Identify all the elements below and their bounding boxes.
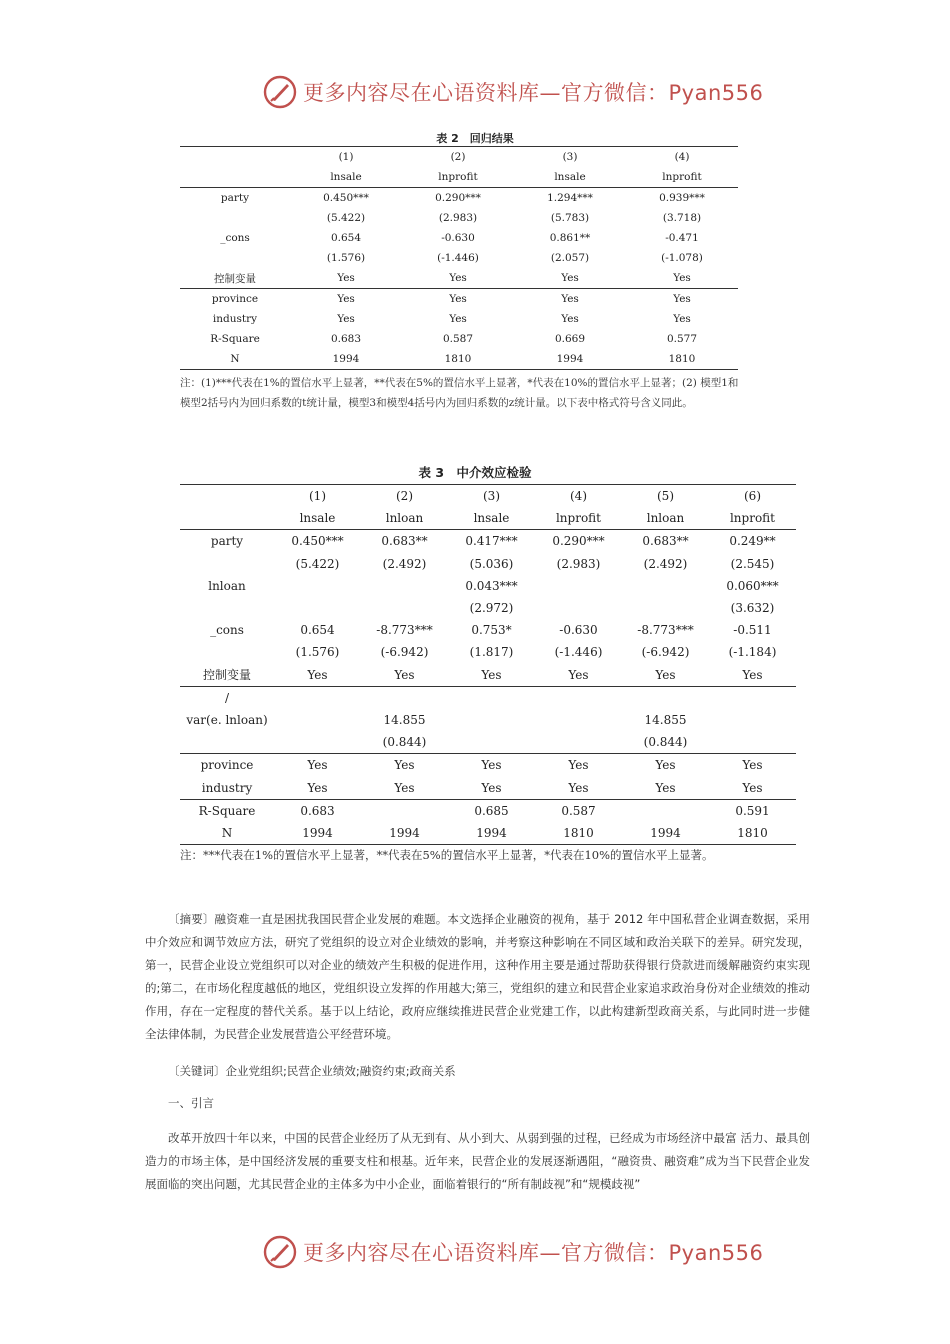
- watermark-banner-bottom: [263, 1232, 764, 1272]
- table2-note: 注：(1)***代表在1%的置信水平上显著，**代表在5%的置信水平上显著，*代表在10%的置信水平上显著；(2) 模型1和模型2括号内为回归系数的t统计量，模型3和模型4括号内为回归系数的z统计量。以下表中格式符号含义同此。: [180, 377, 739, 409]
- table3-note: 注：***代表在1%的置信水平上显著，**代表在5%的置信水平上显著，*代表在10%的置信水平上显著。: [180, 848, 714, 862]
- table3-caption: 表 3 中介效应检验: [418, 465, 532, 480]
- table-row: (1.576) (-6.942) (1.817) (-1.446) (-6.942) (-1.184): [295, 645, 777, 660]
- table-row: R-Square 0.683 0.685 0.587 0.591: [198, 803, 770, 818]
- table-row: lnloan 0.043*** 0.060***: [208, 578, 779, 593]
- table2-caption: 表 2 回归结果: [436, 132, 514, 145]
- table-row: province Yes Yes Yes Yes Yes Yes: [200, 758, 763, 773]
- table2-regression-results: [180, 146, 738, 370]
- table-row: R-Square 0.683 0.587 0.669 0.577: [210, 333, 698, 345]
- table-row: industry Yes Yes Yes Yes Yes Yes: [180, 776, 796, 799]
- table-row: /: [224, 690, 230, 705]
- table-row: (2.972) (3.632): [469, 601, 775, 616]
- watermark-banner-top: [263, 72, 764, 112]
- table-header-row: (1) (2) (3) (4): [180, 147, 738, 168]
- table-depvar-row: lnsale lnloan lnsale lnprofit lnloan lnprofit: [180, 507, 796, 530]
- table-row: 控制变量 Yes Yes Yes Yes Yes Yes: [180, 664, 796, 687]
- table-row: (5.422) (2.492) (5.036) (2.983) (2.492) (2.545): [295, 556, 775, 571]
- table3-mediation-test: [180, 484, 796, 845]
- table-row: party 0.450*** 0.290*** 1.294*** 0.939***: [220, 192, 705, 204]
- keywords-paragraph: 〔关键词〕企业党组织;民营企业绩效;融资约束;政商关系: [168, 1064, 456, 1078]
- watermark-text: 更多内容尽在心语资料库—官方微信：Pyan556: [303, 1241, 764, 1265]
- table-row: _cons 0.654 -8.773*** 0.753* -0.630 -8.773*** -0.511: [210, 623, 772, 638]
- table-row: province Yes Yes Yes Yes: [211, 293, 691, 305]
- table-depvar-row: lnsale lnprofit lnsale lnprofit: [180, 167, 738, 188]
- watermark-text: 更多内容尽在心语资料库—官方微信：Pyan556: [303, 81, 764, 105]
- table-row: (0.844) (0.844): [180, 731, 796, 754]
- table-row: N 1994 1810 1994 1810: [180, 349, 738, 370]
- table-row: _cons 0.654 -0.630 0.861** -0.471: [220, 232, 699, 244]
- feather-pen-logo-icon: [263, 75, 297, 109]
- table-row: party 0.450*** 0.683** 0.417*** 0.290*** 0.683** 0.249**: [210, 534, 776, 549]
- abstract-paragraph: 〔摘要〕融资难一直是困扰我国民营企业发展的难题。本文选择企业融资的视角，基于 2012 年中国私营企业调查数据，采用中介效应和调节效应方法，研究了党组织的设立对企业绩效的影响，并考察这种影响在不同区域和政治关联下的差异。研究发现，第一，民营企业设立党组织可以对企业的绩效产生积极的促进作用，这种作用主要是通过帮助获得银行贷款进而缓解融资约束实现的;第二，在市场化程度越低的地区，党组织设立发挥的作用越大;第三，党组织的建立和民营企业家追求政治身份对企业绩效的推动作用，存在一定程度的替代关系。基于以上结论，政府应继续推进民营企业党建工作，以此构建新型政商关系，与此同时进一步健全法律体制，为民营企业发展营造公平经营环境。: [145, 912, 810, 1041]
- section-heading-introduction: 一、引言: [168, 1096, 214, 1110]
- feather-pen-logo-icon: [263, 1235, 297, 1269]
- table-row: var(e. lnloan) 14.855 14.855: [186, 712, 687, 727]
- table-row: N 1994 1994 1994 1810 1994 1810: [180, 822, 796, 845]
- table-row: 控制变量 Yes Yes Yes Yes: [180, 268, 738, 289]
- table-row: (5.422) (2.983) (5.783) (3.718): [326, 212, 702, 224]
- table-header-row: (1) (2) (3) (4) (5) (6): [180, 485, 796, 508]
- table-row: (1.576) (-1.446) (2.057) (-1.078): [326, 252, 703, 264]
- introduction-paragraph: 改革开放四十年以来，中国的民营企业经历了从无到有、从小到大、从弱到强的过程，已经成为市场经济中最富 活力、最具创造力的市场主体，是中国经济发展的重要支柱和根基。近年来，民营企业的发展逐渐遇阻，“融资贵、融资难”成为当下民营企业发展面临的突出问题，尤其民营企业的主体多为中小企业，面临着银行的“所有制歧视”和“规模歧视”: [145, 1131, 810, 1191]
- table-row: industry Yes Yes Yes Yes: [212, 313, 691, 325]
